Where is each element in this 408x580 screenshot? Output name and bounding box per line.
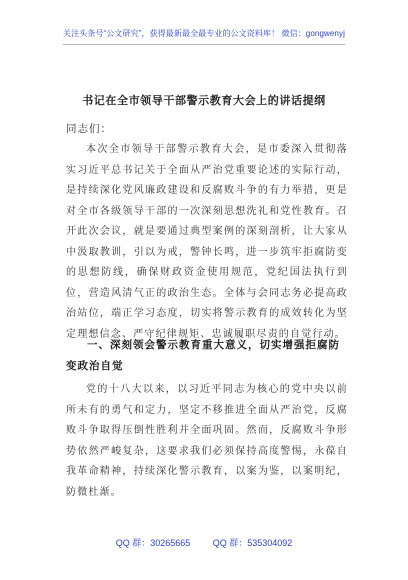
salutation: 同志们： — [66, 123, 112, 135]
document-title: 书记在全市领导干部警示教育大会上的讲话提纲 — [82, 94, 326, 107]
paragraph-1: 本次全市领导干部警示教育大会，是市委深入贯彻落实习近平总书记关于全面从严治党重要论述的实际行动，是持续深化党风廉政建设和反腐败斗争的有力举措，更是对全市各级领导干部的一次深刻思想洗礼和党性教育。召开此次会议，就是要通过典型案例的深刻剖析，让大家从中汲取教训，引以为戒，警钟长鸣，进一步筑牢拒腐防变的思想防线，确保财政资金使用规范，党纪国法执行到位，营造风清气正的政治生态。全体与会同志务必提高政治站位，端正学习态度，切实将警示教育的成效转化为坚定理想信念、严守纪律规矩、忠诚履职尽责的自觉行动。 — [66, 144, 348, 340]
header-divider — [63, 44, 345, 45]
footer-qq-group-2: QQ 群：535304092 — [212, 538, 293, 548]
paragraph-2: 党的十八大以来，以习近平同志为核心的党中央以前所未有的勇气和定力，坚定不移推进全面从严治党，反腐败斗争取得压倒性胜利并全面巩固。然而，反腐败斗争形势依然严峻复杂，这要求我们必须保持高度警惕，永葆自我革命精神，持续深化警示教育，以案为鉴，以案明纪，防微杜渐。 — [66, 384, 348, 498]
section-heading-1: 一、深刻领会警示教育重大意义，切实增强拒腐防变政治自觉 — [66, 339, 340, 372]
footer — [0, 536, 408, 549]
header-banner: 关注头条号“公文研究”，获得最新最全最专业的公文资料库！ 微信：gongwenyj — [63, 29, 345, 38]
footer-qq-group-1: QQ 群：30265665 — [115, 538, 191, 548]
